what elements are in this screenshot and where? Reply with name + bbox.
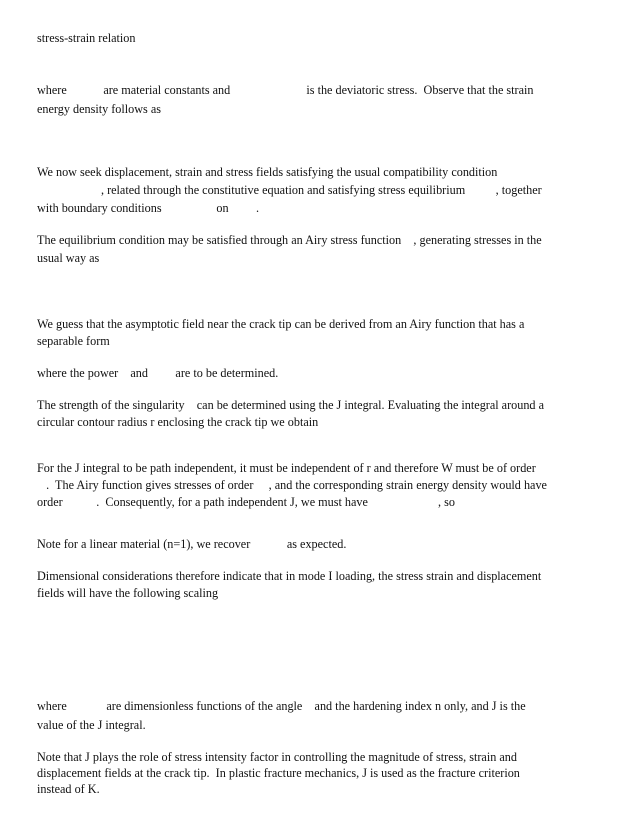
text-line-stress-intensity: Note that J plays the role of stress intensity factor in controlling the magnitude of stress, strain and	[37, 750, 517, 764]
text-line-fracture-criterion: displacement fields at the crack tip. In plastic fracture mechanics, J is used as the fracture criterion	[37, 766, 520, 780]
text-line-value-of-j: value of the J integral.	[37, 718, 146, 732]
text-line-dimensionless-functions: where are dimensionless functions of the angle and the hardening index n only, and J is the	[37, 699, 526, 713]
text-line-airy-stresses: . The Airy function gives stresses of order , and the corresponding strain energy density would have	[37, 478, 547, 492]
text-line-singularity-strength: The strength of the singularity can be determined using the J integral. Evaluating the integral around a	[37, 398, 544, 412]
text-line-path-independent: For the J integral to be path independent, it must be independent of r and therefore W must be of order	[37, 461, 536, 475]
text-line-asymptotic-field: We guess that the asymptotic field near the crack tip can be derived from an Airy function that has a	[37, 317, 525, 331]
text-line-boundary-conditions: with boundary conditions on .	[37, 201, 260, 215]
text-line-separable-form: separable form	[37, 334, 110, 348]
text-line-instead-of-k: instead of K.	[37, 782, 100, 796]
text-line-material-constants: where are material constants and is the deviatoric stress. Observe that the strain	[37, 83, 534, 97]
text-line-constitutive: , related through the constitutive equation and satisfying stress equilibrium , together	[37, 183, 542, 197]
text-line-airy-function: The equilibrium condition may be satisfied through an Airy stress function , generating stresses in the	[37, 233, 542, 247]
text-line-dimensional: Dimensional considerations therefore indicate that in mode I loading, the stress strain and displacement	[37, 569, 542, 583]
text-line-circular-contour: circular contour radius r enclosing the crack tip we obtain	[37, 415, 319, 429]
text-line-energy-density: energy density follows as	[37, 102, 161, 116]
text-line-compatibility: We now seek displacement, strain and stress fields satisfying the usual compatibility condition	[37, 165, 498, 179]
text-line-scaling: fields will have the following scaling	[37, 586, 219, 600]
text-line-linear-material: Note for a linear material (n=1), we recover as expected.	[37, 537, 347, 551]
text-line-order: order . Consequently, for a path independent J, we must have , so	[37, 495, 455, 509]
text-line-stress-strain-relation: stress-strain relation	[37, 31, 136, 45]
text-line-usual-way: usual way as	[37, 251, 100, 265]
text-line-power: where the power and are to be determined.	[37, 366, 279, 380]
